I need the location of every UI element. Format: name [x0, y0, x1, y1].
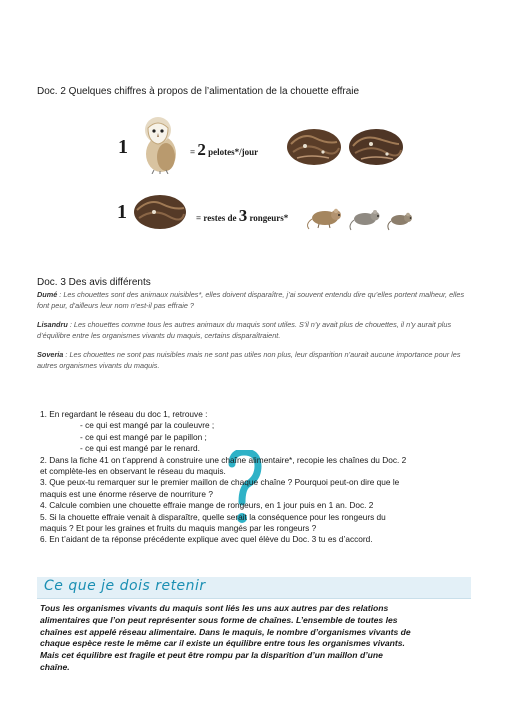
rodent-label: rongeurs*: [249, 213, 289, 223]
student-name: Soveria: [37, 350, 64, 359]
opinion-dume: [37, 290, 471, 311]
retenir-line: Tous les organismes vivants du maquis sont liés les uns aux autres par des relations: [40, 603, 389, 613]
pellets-equation: [190, 140, 258, 160]
student-name: Lisandru: [37, 320, 68, 329]
opinion-text: : Les chouettes comme tous les autres animaux du maquis sont utiles. S’il n’y avait plus de chouettes, il n’y aurait plus d’équilibre entre les organismes vivants du maquis, certains disparaîtraient.: [37, 320, 452, 340]
question-subline: - ce qui est mangé par le papillon ;: [80, 431, 207, 442]
retenir-text: [40, 603, 470, 674]
retenir-line: chaînes est appelé réseau alimentaire. Dans le maquis, le nombre d’organismes vivants de: [40, 626, 411, 637]
opinion-lisandru: [37, 320, 471, 341]
retenir-line: alimentaires que l’on peut représenter sous forme de chaînes. L’ensemble de toutes les: [40, 614, 398, 625]
questions-list: [40, 409, 406, 546]
pellet-count: 1: [117, 201, 127, 223]
retenir-line: Mais cet équilibre est fragile et peut être rompu par la disparition d’un maillon d’une: [40, 650, 383, 661]
owl-count: 1: [118, 136, 128, 158]
retenir-title: Ce que je dois retenir: [44, 578, 206, 594]
question-subline: - ce qui est mangé par le renard.: [80, 443, 200, 454]
question-line: 6. En t’aidant de ta réponse précédente explique avec quel élève du Doc. 3 tu es d’accord.: [40, 534, 373, 545]
question-subline: - ce qui est mangé par la couleuvre ;: [80, 420, 215, 431]
equals-sign: =: [190, 147, 196, 157]
question-line: et complète-les en observant le réseau du maquis.: [40, 466, 226, 477]
barn-owl-illustration: [136, 112, 186, 174]
opinion-text: : Les chouettes ne sont pas nuisibles mais ne sont pas utiles non plus, leur disparition n’aurait aucune importance pour les autres organismes vivants du maquis.: [37, 350, 461, 370]
opinion-soveria: [37, 350, 471, 371]
doc2-title: Doc. 2 Quelques chiffres à propos de l’alimentation de la chouette effraie: [37, 86, 360, 97]
doc3-title: Doc. 3 Des avis différents: [37, 277, 151, 288]
question-line: maquis est une énorme réserve de nourriture ?: [40, 488, 213, 499]
rodents-equation: [196, 206, 288, 226]
pellet-image-2: [347, 124, 405, 168]
retenir-line: chaîne.: [40, 661, 70, 672]
rodent-image-3: [386, 208, 416, 232]
question-line: 5. Si la chouette effraie venait à disparaître, quelle serait la conséquence pour les rongeurs du: [40, 511, 386, 522]
pellet-image-3: [132, 192, 188, 232]
question-line: 1. En regardant le réseau du doc 1, retrouve :: [40, 409, 208, 419]
pellet-label: pelotes*/jour: [208, 147, 259, 157]
pellet-image-1: [285, 124, 343, 168]
pellet-number: 2: [197, 140, 206, 159]
opinions-block: [37, 290, 471, 380]
retenir-line: chaque espèce reste le même car il existe un équilibre entre tous les organismes vivants.: [40, 638, 405, 649]
rodent-image-1: [305, 204, 347, 232]
rodents-prefix: = restes de: [196, 213, 237, 223]
rodent-number: 3: [238, 206, 248, 225]
opinion-text: : Les chouettes sont des animaux nuisibles*, elles doivent disparaître, j’ai souvent entendu dire qu’elles portent malheur, elles font peur, d’ailleurs leur nom n’est-il pas effraie ?: [37, 290, 465, 310]
question-line: 3. Que peux-tu remarquer sur le premier maillon de chaque chaîne ? Pourquoi peut-on dire que le: [40, 477, 400, 488]
student-name: Dumé: [37, 290, 58, 299]
question-line: 2. Dans la fiche 41 on t’apprend à construire une chaîne alimentaire*, recopie les chaînes du Doc. 2: [40, 454, 407, 465]
question-line: maquis ? Et pour les graines et fruits du maquis mangés par les rongeurs ?: [40, 523, 317, 534]
rodent-image-2: [348, 206, 384, 232]
question-line: 4. Calcule combien une chouette effraie mange de rongeurs, en 1 jour puis en 1 an. Doc. 2: [40, 500, 374, 511]
